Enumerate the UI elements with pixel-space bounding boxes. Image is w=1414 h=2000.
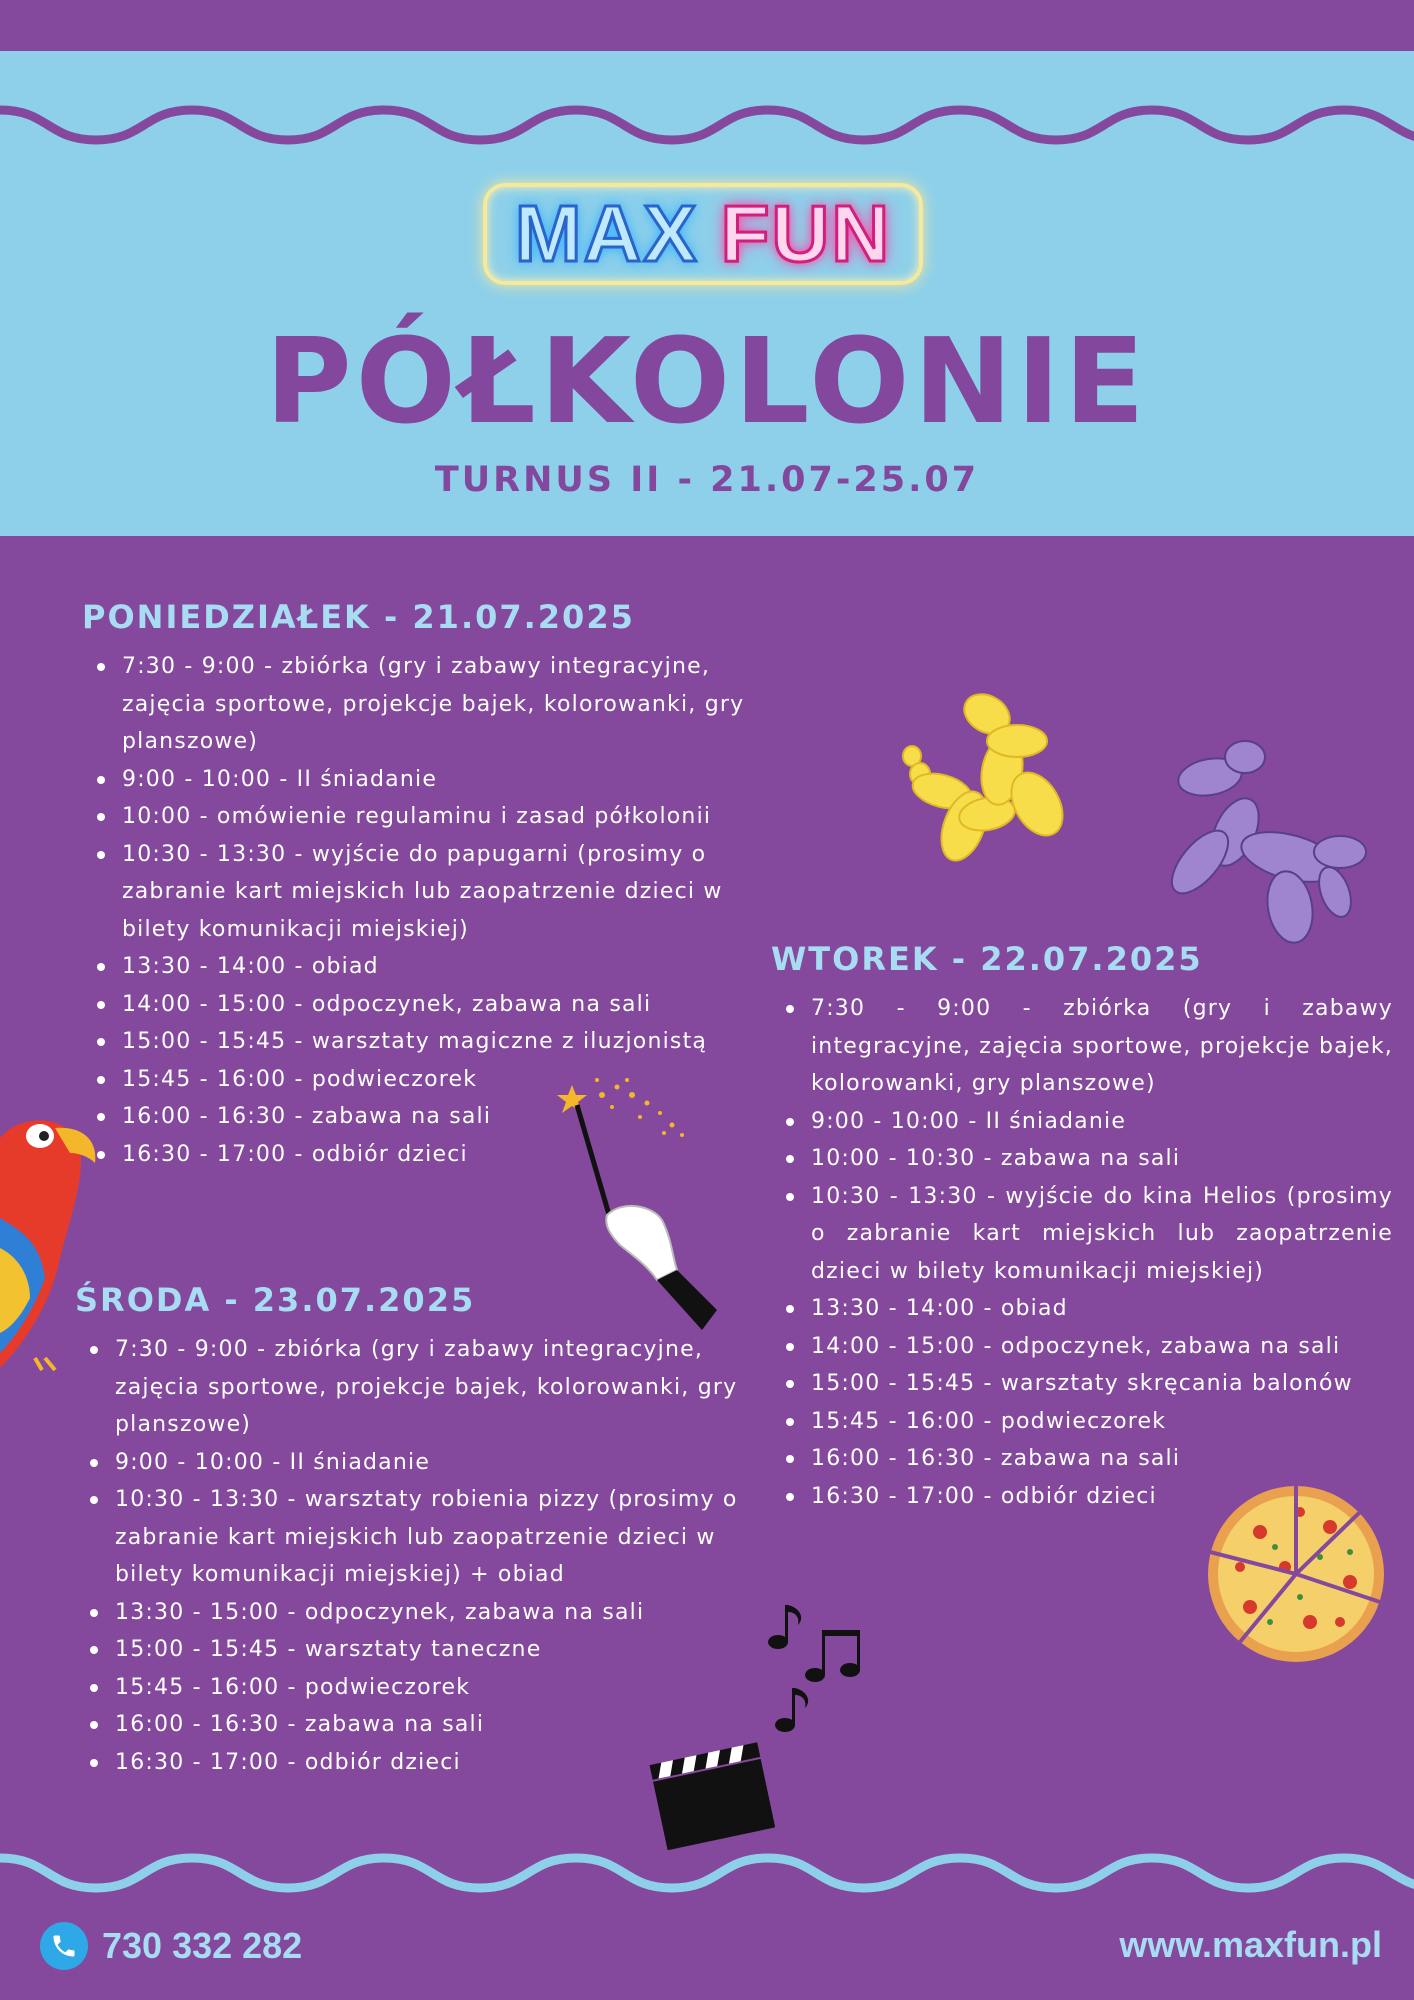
balloon-dog-purple-icon <box>1160 732 1370 947</box>
website-link[interactable]: www.maxfun.pl <box>1119 1924 1382 1965</box>
pizza-icon <box>1200 1482 1392 1667</box>
phone-contact[interactable] <box>40 1922 302 1970</box>
magic-wand-icon <box>552 1075 727 1330</box>
schedule-item: 16:30 - 17:00 - odbiór dzieci <box>771 1478 1393 1516</box>
day-title: WTOREK - 22.07.2025 <box>771 940 1203 978</box>
schedule-item: 7:30 - 9:00 - zbiórka (gry i zabawy integracyjne, zajęcia sportowe, projekcje bajek, kolorowanki, gry planszowe) <box>82 648 752 761</box>
schedule-item: 13:30 - 15:00 - odpoczynek, zabawa na sali <box>75 1594 745 1632</box>
phone-icon <box>40 1922 88 1970</box>
music-notes-icon <box>760 1600 870 1740</box>
schedule-item: 10:30 - 13:30 - warsztaty robienia pizzy (prosimy o zabranie kart miejskich lub zaopatrzenie dzieci w bilety komunikacji miejskiej) + obiad <box>75 1481 745 1594</box>
schedule-item: 15:00 - 15:45 - warsztaty skręcania balonów <box>771 1365 1393 1403</box>
bottom-wave <box>0 1838 1414 1898</box>
page-title: PÓŁKOLONIE <box>265 312 1149 450</box>
schedule-item: 15:45 - 16:00 - podwieczorek <box>82 1061 752 1099</box>
schedule-item: 9:00 - 10:00 - II śniadanie <box>82 761 752 799</box>
schedule-item: 10:30 - 13:30 - wyjście do papugarni (prosimy o zabranie kart miejskich lub zaopatrzenie dzieci w bilety komunikacji miejskiej) <box>82 836 752 949</box>
logo-fun-text: FUN <box>720 189 892 278</box>
top-wave <box>0 95 1414 155</box>
schedule-item: 16:30 - 17:00 - odbiór dzieci <box>82 1136 752 1174</box>
schedule-item: 16:00 - 16:30 - zabawa na sali <box>75 1706 745 1744</box>
day-title: ŚRODA - 23.07.2025 <box>75 1281 476 1319</box>
day-section-wednesday <box>75 1281 745 1781</box>
balloon-dog-yellow-icon <box>892 686 1070 878</box>
schedule-item: 16:00 - 16:30 - zabawa na sali <box>771 1440 1393 1478</box>
schedule-list <box>75 1331 745 1781</box>
schedule-item: 15:00 - 15:45 - warsztaty magiczne z iluzjonistą <box>82 1023 752 1061</box>
page-subtitle: TURNUS II - 21.07-25.07 <box>434 460 980 500</box>
top-strip <box>0 0 1414 51</box>
clapperboard-icon <box>645 1715 775 1850</box>
day-title: PONIEDZIAŁEK - 21.07.2025 <box>82 598 635 636</box>
max-fun-logo <box>483 183 923 285</box>
schedule-item: 13:30 - 14:00 - obiad <box>82 948 752 986</box>
schedule-item: 10:00 - 10:30 - zabawa na sali <box>771 1140 1393 1178</box>
day-section-tuesday <box>771 940 1393 1515</box>
schedule-item: 9:00 - 10:00 - II śniadanie <box>771 1103 1393 1141</box>
schedule-list <box>771 990 1393 1515</box>
schedule-item: 14:00 - 15:00 - odpoczynek, zabawa na sali <box>82 986 752 1024</box>
phone-number: 730 332 282 <box>102 1925 303 1966</box>
schedule-item: 15:45 - 16:00 - podwieczorek <box>75 1669 745 1707</box>
schedule-item: 10:00 - omówienie regulaminu i zasad półkolonii <box>82 798 752 836</box>
schedule-item: 9:00 - 10:00 - II śniadanie <box>75 1444 745 1482</box>
schedule-item: 7:30 - 9:00 - zbiórka (gry i zabawy integracyjne, zajęcia sportowe, projekcje bajek, kolorowanki, gry planszowe) <box>771 990 1393 1103</box>
parrot-icon <box>0 1108 100 1373</box>
schedule-item: 10:30 - 13:30 - wyjście do kina Helios (prosimy o zabranie kart miejskich lub zaopatrzenie dzieci w bilety komunikacji miejskiej) <box>771 1178 1393 1291</box>
schedule-item: 16:00 - 16:30 - zabawa na sali <box>82 1098 752 1136</box>
schedule-item: 15:45 - 16:00 - podwieczorek <box>771 1403 1393 1441</box>
schedule-item: 13:30 - 14:00 - obiad <box>771 1290 1393 1328</box>
schedule-item: 7:30 - 9:00 - zbiórka (gry i zabawy integracyjne, zajęcia sportowe, projekcje bajek, kolorowanki, gry planszowe) <box>75 1331 745 1444</box>
logo-max-text: MAX <box>514 189 699 278</box>
schedule-item: 14:00 - 15:00 - odpoczynek, zabawa na sali <box>771 1328 1393 1366</box>
schedule-item: 16:30 - 17:00 - odbiór dzieci <box>75 1744 745 1782</box>
schedule-item: 15:00 - 15:45 - warsztaty taneczne <box>75 1631 745 1669</box>
